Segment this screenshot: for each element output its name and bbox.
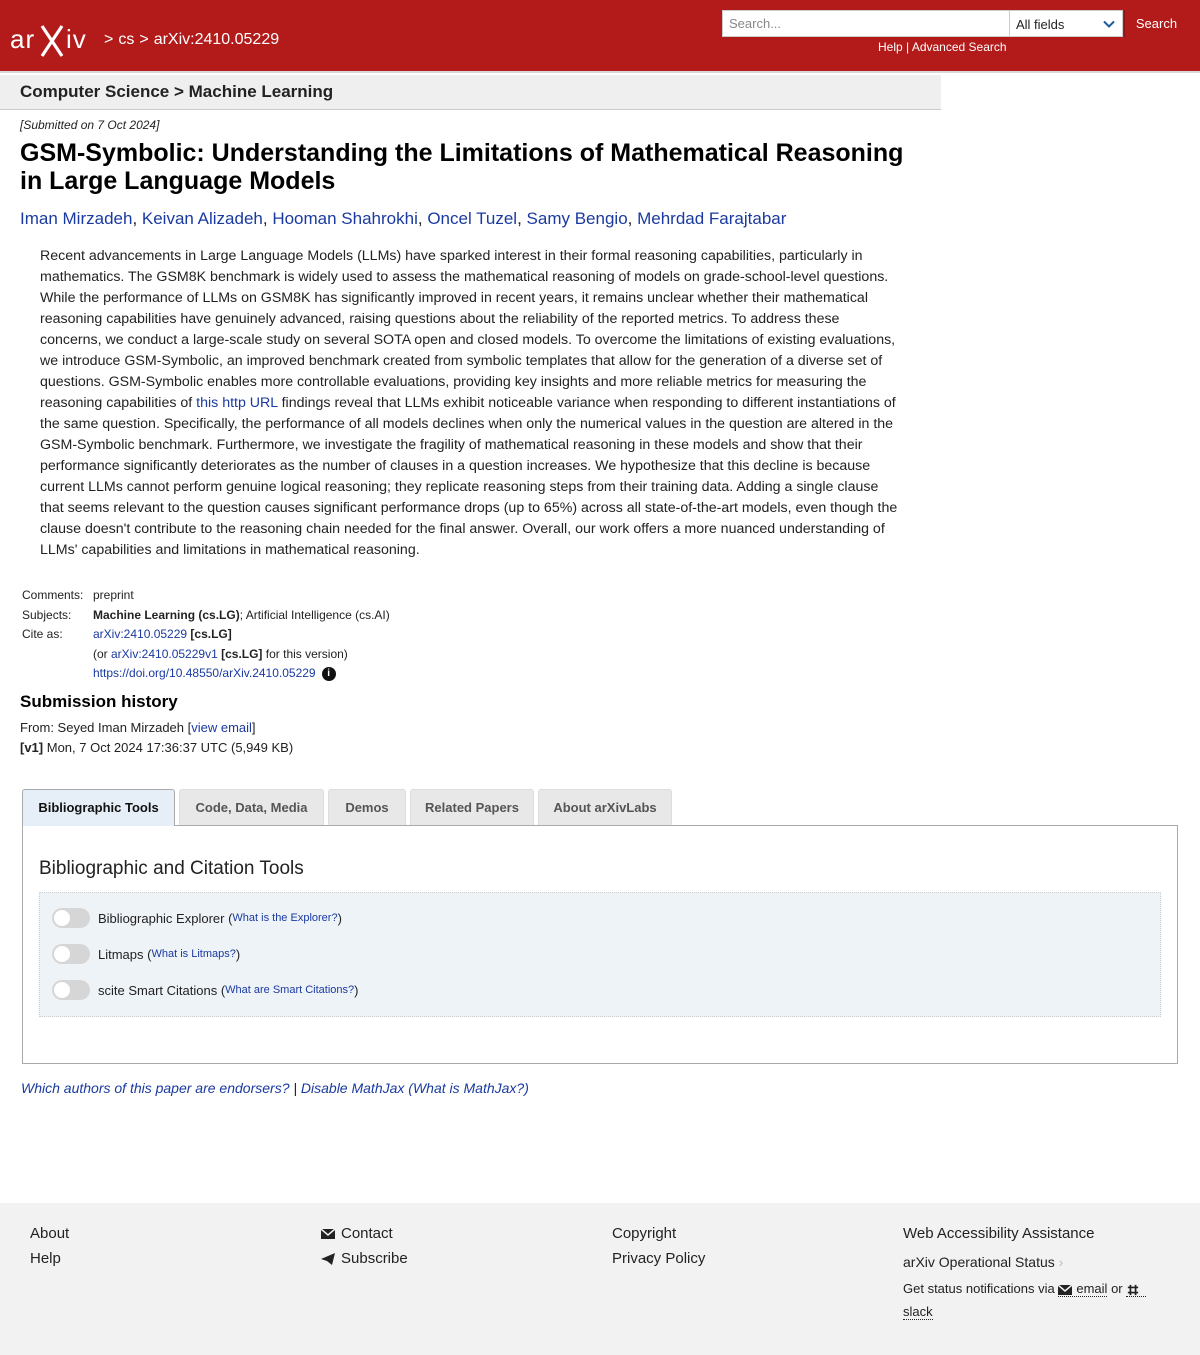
author-link[interactable]: Keivan Alizadeh	[141, 209, 263, 228]
tool-info-link[interactable]: What is the Explorer?	[232, 912, 338, 924]
disable-mathjax-link[interactable]: Disable MathJax	[300, 1080, 405, 1096]
site-header	[0, 0, 1200, 73]
author-link[interactable]: Mehrdad Farajtabar	[637, 209, 787, 228]
advanced-search-link[interactable]: Advanced Search	[911, 40, 1007, 54]
footer-about-link[interactable]: About	[30, 1225, 70, 1242]
breadcrumb-cs[interactable]: cs	[118, 31, 135, 48]
version-id-link[interactable]: arXiv:2410.05229v1	[111, 646, 218, 661]
other-subjects: ; Artificial Intelligence (cs.AI)	[239, 607, 390, 622]
email-label: email	[1076, 1281, 1108, 1296]
author-list: Iman Mirzadeh, Keivan Alizadeh, Hooman Shahrokhi, Oncel Tuzel, Samy Bengio, Mehrdad Farajtabar	[20, 209, 787, 228]
chevron-right-icon: ›	[1058, 1254, 1064, 1270]
arxiv-logo[interactable]	[10, 20, 102, 60]
author-link[interactable]: Oncel Tuzel	[427, 209, 518, 228]
contact-label: Contact	[341, 1225, 393, 1242]
cite-id-link[interactable]: arXiv:2410.05229	[93, 627, 188, 642]
doi-link[interactable]: https://doi.org/10.48550/arXiv.2410.05229	[93, 666, 316, 681]
info-icon[interactable]: i	[322, 667, 336, 681]
or-text: or	[1107, 1281, 1127, 1296]
category-title: Computer Science > Machine Learning	[20, 82, 334, 101]
version-link[interactable]: [v1]	[20, 740, 44, 755]
tool-info-link[interactable]: What are Smart Citations?	[225, 984, 355, 996]
envelope-icon	[321, 1228, 335, 1240]
tab-about-arxivlabs[interactable]: About arXivLabs	[538, 789, 672, 825]
footer-copyright-link[interactable]: Copyright	[612, 1225, 677, 1242]
tab-code-data-media[interactable]: Code, Data, Media	[179, 789, 324, 825]
cite-label: Cite as:	[22, 627, 63, 642]
status-label: arXiv Operational Status	[903, 1254, 1055, 1270]
search-field-value: All fields	[1016, 17, 1065, 32]
footer-help-link[interactable]: Help	[30, 1250, 61, 1267]
labs-tabs	[22, 789, 1182, 826]
tool-list	[39, 892, 1161, 1017]
operational-status-link[interactable]	[903, 1250, 1163, 1275]
breadcrumb-sep: >	[139, 31, 149, 48]
comments-label: Comments:	[22, 588, 84, 602]
breadcrumb-sep: >	[104, 31, 114, 48]
comments-value: preprint	[93, 588, 134, 602]
slack-icon-link[interactable]	[1126, 1281, 1146, 1297]
version-prefix: (or	[93, 646, 111, 661]
footer-col-3	[612, 1221, 705, 1271]
abstract-text: findings reveal that LLMs exhibit noticeable variance when responding to different instantiations of the same question. Specifically, the performance of all models declines when only the numerical values in the question are altered in the GSM-Symbolic benchmark. Furthermore, we investigate the fragility of mathematical reasoning in these models and show that their performance significantly deteriorates as the number of clauses in a question increases. We hypothesize that this decline is because current LLMs cannot perform genuine logical reasoning; they replicate reasoning steps from their training data. Adding a single clause that seems relevant to the question causes significant performance drops (up to 65%) across all state-of-the-art models, even though the clause doesn't contribute to the reasoning chain needed for the final answer. Overall, our work offers a more nuanced understanding of LLMs' capabilities and limitations in mathematical reasoning.	[40, 395, 898, 558]
subscribe-label: Subscribe	[341, 1250, 408, 1267]
endorsers-link[interactable]: Which authors of this paper are endorsers?	[21, 1080, 290, 1096]
notify-prefix: Get status notifications via	[903, 1281, 1055, 1296]
category-bar	[0, 75, 941, 110]
metadata-table	[22, 586, 390, 684]
slack-notify-link[interactable]: slack	[903, 1304, 933, 1319]
version-suffix: for this version)	[262, 646, 348, 661]
status-notifications	[903, 1277, 1163, 1323]
search-button[interactable]: Search	[1124, 10, 1188, 37]
scite-toggle[interactable]	[52, 980, 90, 1000]
author-link[interactable]: Iman Mirzadeh	[20, 209, 133, 228]
slack-icon	[1126, 1284, 1140, 1296]
tool-item: Litmaps ( What is Litmaps? )	[52, 943, 240, 965]
search-input[interactable]	[722, 10, 1009, 37]
tool-label: Bibliographic Explorer	[98, 910, 225, 926]
tab-bibliographic-tools[interactable]: Bibliographic Tools	[22, 789, 175, 826]
help-separator: |	[906, 40, 910, 54]
envelope-icon	[1058, 1284, 1072, 1296]
abstract-text: Recent advancements in Large Language Models (LLMs) have sparked interest in their formal reasoning capabilities, particularly in mathematics. The GSM8K benchmark is widely used to assess the mathematical reasoning of models on grade-school-level questions. While the performance of LLMs on GSM8K has significantly improved in recent years, it remains unclear whether their mathematical reasoning capabilities have genuinely advanced, raising questions about the reliability of the reported metrics. To address these concerns, we conduct a large-scale study on several SOTA open and closed models. To overcome the limitations of existing evaluations, we introduce GSM-Symbolic, an improved benchmark created from symbolic templates that allow for the generation of a diverse set of questions. GSM-Symbolic enables more controllable evaluations, providing key insights and more reliable metrics for measuring the reasoning capabilities of	[40, 248, 896, 411]
bibliographic-explorer-toggle[interactable]	[52, 908, 90, 928]
footer-col-4	[903, 1221, 1163, 1323]
breadcrumb-paper-id: arXiv:2410.05229	[153, 31, 280, 48]
endorsers-line	[21, 1080, 529, 1096]
submitter: From: Seyed Iman Mirzadeh [	[20, 720, 192, 735]
abstract	[40, 246, 902, 561]
footer-privacy-link[interactable]: Privacy Policy	[612, 1250, 706, 1267]
tab-related-papers[interactable]: Related Papers	[410, 789, 534, 825]
what-is-mathjax-link[interactable]: (What is MathJax?)	[408, 1080, 529, 1096]
paper-plane-icon	[321, 1253, 335, 1265]
chevron-down-icon	[1103, 18, 1115, 30]
version-detail: Mon, 7 Oct 2024 17:36:37 UTC (5,949 KB)	[43, 740, 294, 755]
tool-item: scite Smart Citations ( What are Smart Citations? )	[52, 979, 359, 1001]
email-notify-link[interactable]	[1058, 1281, 1107, 1297]
tool-label: Litmaps	[98, 946, 144, 962]
panel-heading: Bibliographic and Citation Tools	[39, 858, 304, 879]
svg-text:iv: iv	[66, 24, 87, 54]
footer-col-1	[30, 1221, 69, 1271]
litmaps-toggle[interactable]	[52, 944, 90, 964]
submitted-date: [Submitted on 7 Oct 2024]	[20, 118, 160, 132]
breadcrumb	[104, 31, 284, 49]
tool-label: scite Smart Citations	[98, 982, 218, 998]
submission-history	[20, 718, 293, 758]
help-link[interactable]: Help	[878, 40, 903, 54]
svg-text:ar: ar	[10, 24, 36, 54]
subjects-label: Subjects:	[22, 607, 72, 622]
search-field-select[interactable]	[1009, 10, 1123, 37]
version-category: [cs.LG]	[221, 646, 263, 661]
site-footer	[0, 1203, 1200, 1355]
footer-col-2	[321, 1221, 408, 1271]
footer-subscribe-link[interactable]	[321, 1246, 408, 1271]
author-link[interactable]: Hooman Shahrokhi	[272, 209, 418, 228]
bracket: ]	[251, 720, 256, 735]
cite-category: [cs.LG]	[190, 627, 232, 642]
abstract-url-link[interactable]: this http URL	[196, 395, 278, 411]
tool-info-link[interactable]: What is Litmaps?	[151, 948, 236, 960]
view-email-link[interactable]: view email	[191, 720, 252, 735]
tab-demos[interactable]: Demos	[328, 789, 406, 825]
accessibility-link[interactable]: Web Accessibility Assistance	[903, 1225, 1095, 1242]
submission-history-heading: Submission history	[20, 692, 178, 711]
endorse-sep: |	[289, 1080, 301, 1096]
footer-contact-link[interactable]	[321, 1221, 408, 1246]
tab-panel	[22, 825, 1178, 1064]
primary-subject: Machine Learning (cs.LG)	[93, 607, 240, 622]
paper-title: GSM-Symbolic: Understanding the Limitations of Mathematical Reasoning in Large Language Models	[20, 139, 904, 195]
search-form	[722, 10, 1188, 37]
tool-item: Bibliographic Explorer ( What is the Explorer? )	[52, 907, 342, 929]
help-links	[878, 40, 1007, 54]
author-link[interactable]: Samy Bengio	[526, 209, 628, 228]
